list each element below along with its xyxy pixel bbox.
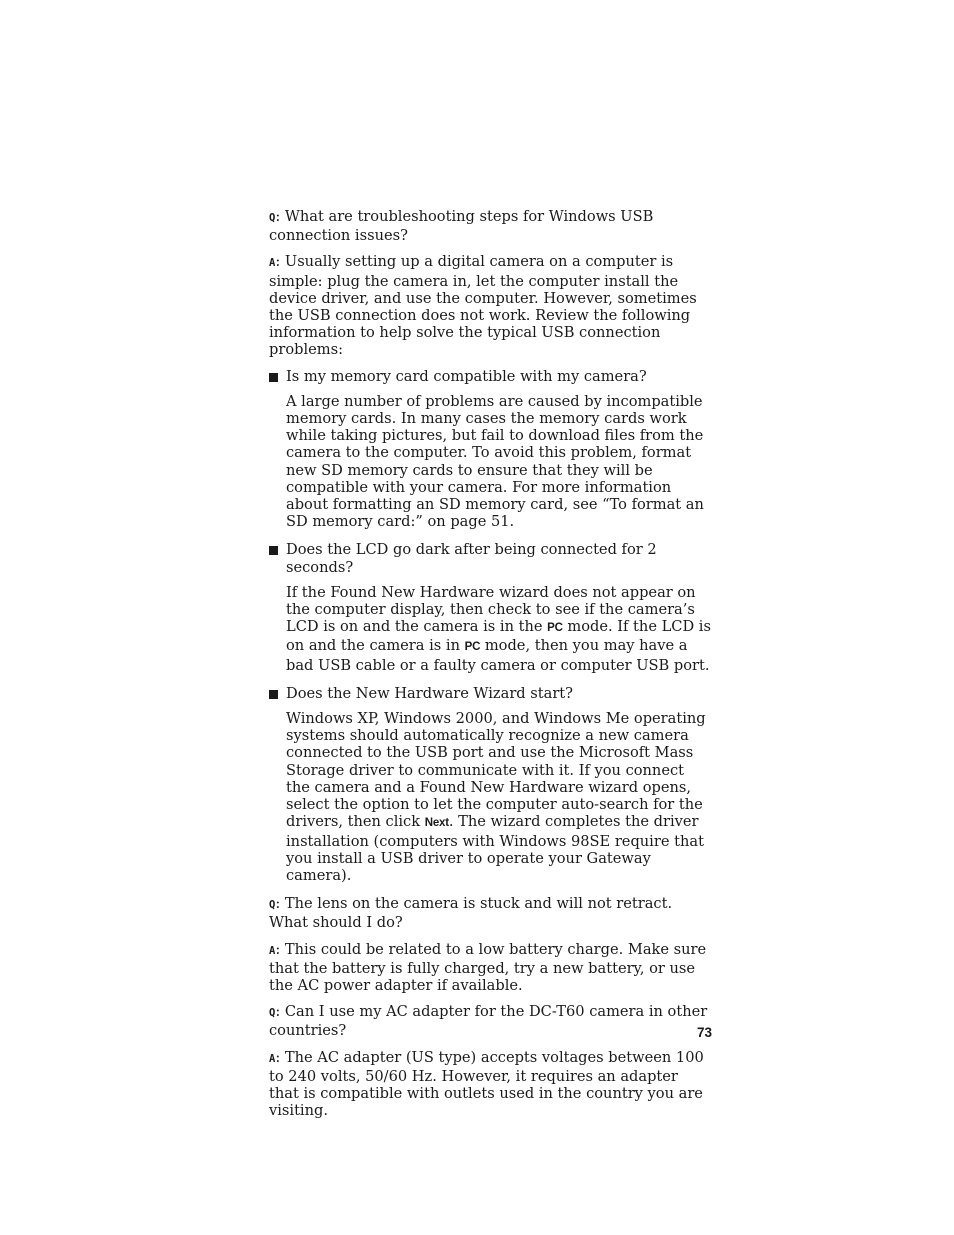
- pc-mode-keyword: PC: [464, 641, 481, 654]
- question-3: Q: Can I use my AC adapter for the DC-T60 camera in other countries?: [269, 1003, 708, 1040]
- answer-3: A: The AC adapter (US type) accepts voltages between 100 to 240 volts, 50/60 Hz. However, it requires an adapter that is compatible with outlets used in the country you are visiting.: [269, 1048, 704, 1120]
- bullet-heading: Does the LCD go dark after being connected for 2 seconds?: [286, 541, 657, 576]
- answer-2: A: This could be related to a low battery charge. Make sure that the battery is fully charged, try a new battery, or use the AC power adapter if available.: [269, 940, 707, 994]
- question-2-text: The lens on the camera is stuck and will not retract. What should I do?: [269, 895, 673, 932]
- a-label: A: [269, 944, 276, 957]
- pc-mode-keyword: PC: [547, 622, 563, 635]
- square-bullet-icon: [269, 690, 278, 699]
- q-label: Q: [269, 1007, 276, 1020]
- next-keyword: Next: [424, 817, 449, 830]
- bullet-body-memory-card: A large number of problems are caused by incompatible memory cards. In many cases the memory cards work while taking pictures, but fail to download files from the camera to the computer. To avoid this problem, format new SD memory cards to ensure that they will be compatible with your camera. For more information about formatting an SD memory card, see “To format an SD memory card:” on page 51.: [286, 392, 704, 531]
- answer-1-text: Usually setting up a digital camera on a computer is simple: plug the camera in, let the computer install the device driver, and use the computer. However, sometimes the USB connection does not work. Review the following information to help solve the typical USB connection problems:: [269, 253, 697, 359]
- square-bullet-icon: [269, 373, 278, 382]
- bullet-heading: Is my memory card compatible with my camera?: [286, 367, 647, 385]
- a-label: A: [269, 257, 276, 270]
- square-bullet-icon: [269, 546, 278, 555]
- bullet-item-memory-card: [269, 368, 711, 385]
- question-1-text: What are troubleshooting steps for Windows USB connection issues?: [269, 208, 654, 245]
- question-2: Q: The lens on the camera is stuck and will not retract. What should I do?: [269, 895, 673, 932]
- answer-1: A: Usually setting up a digital camera on a computer is simple: plug the camera in, let the computer install the device driver, and use the computer. However, sometimes the USB connection does not work. Review the following information to help solve the typical USB connection problems:: [269, 253, 697, 359]
- bullet-item-hardware-wizard: [269, 685, 711, 702]
- answer-2-text: This could be related to a low battery charge. Make sure that the battery is fully charged, try a new battery, or use the AC power adapter if available.: [269, 940, 707, 994]
- a-label: A: [269, 1052, 276, 1065]
- page-number: 73: [696, 1025, 712, 1040]
- bullet-heading: Does the New Hardware Wizard start?: [286, 684, 573, 702]
- q-label: Q: [269, 212, 276, 224]
- bullet-item-lcd-dark: [269, 541, 711, 575]
- bullet-body-lcd-dark: If the Found New Hardware wizard does not appear on the computer display, then check to see if the camera’s LCD is on and the camera is in the PC mode. If the LCD is on and the camera is in PC mode, then you may have a bad USB cable or a faulty camera or computer USB port.: [286, 583, 711, 674]
- answer-3-text: The AC adapter (US type) accepts voltages between 100 to 240 volts, 50/60 Hz. However, it requires an adapter that is compatible with outlets used in the country you are visiting.: [269, 1048, 704, 1120]
- q-label: Q: [269, 899, 276, 912]
- question-1: Q: What are troubleshooting steps for Windows USB connection issues?: [269, 208, 654, 245]
- page-content: [269, 208, 711, 1128]
- question-3-text: Can I use my AC adapter for the DC-T60 camera in other countries?: [269, 1003, 708, 1040]
- bullet-body-hardware-wizard: Windows XP, Windows 2000, and Windows Me operating systems should automatically recognize a new camera connected to the USB port and use the Microsoft Mass Storage driver to communicate with it. If you connect the camera and a Found New Hardware wizard opens, select the option to let the computer auto-search for the drivers, then click Next. The wizard completes the driver installation (computers with Windows 98SE require that you install a USB driver to operate your Gateway camera).: [286, 710, 706, 884]
